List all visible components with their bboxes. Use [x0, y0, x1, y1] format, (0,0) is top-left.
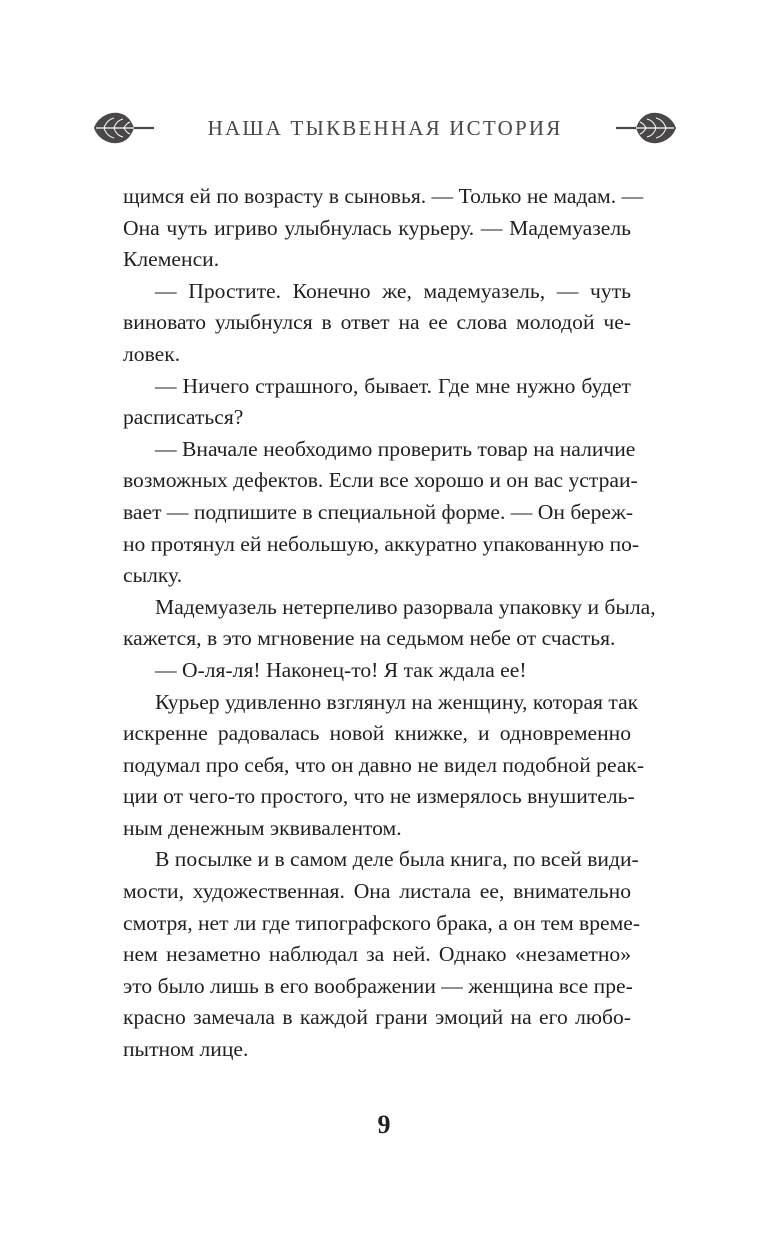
text-line: расписаться?	[123, 405, 244, 430]
body-text	[123, 181, 656, 1066]
text-line: смотря, нет ли где типографского брака, а он тем време-	[123, 910, 641, 935]
text-line: Курьер удивленно взглянул на женщину, которая так	[155, 689, 639, 714]
text-line: — Простите. Конечно же, мадемуазель, — чуть	[155, 278, 631, 303]
text-line: мости, художественная. Она листала ее, внимательно	[123, 879, 631, 904]
text-line: В посылке и в самом деле была книга, по всей види-	[155, 847, 639, 872]
text-line: — О-ля-ля! Наконец-то! Я так ждала ее!	[155, 657, 527, 682]
running-header	[88, 104, 682, 152]
text-line: Мадемуазель нетерпеливо разорвала упаковку и была,	[155, 594, 656, 619]
text-line: это было лишь в его воображении — женщина все пре-	[123, 973, 633, 998]
text-line: виновато улыбнулся в ответ на ее слова молодой че-	[123, 310, 631, 335]
text-line: ным денежным эквивалентом.	[123, 815, 402, 840]
text-line: возможных дефектов. Если все хорошо и он вас устраи-	[123, 468, 638, 493]
text-line: сылку.	[123, 563, 183, 588]
text-line: Клеменси.	[123, 247, 220, 272]
text-line: пытном лице.	[123, 1037, 249, 1062]
text-line: щимся ей по возрасту в сыновья. — Только не мадам. —	[123, 184, 644, 208]
text-line: подумал про себя, что он давно не видел подобной реак-	[123, 752, 645, 777]
leaf-ornament-icon	[610, 108, 682, 148]
text-line: но протянул ей небольшую, аккуратно упакованную по-	[123, 531, 640, 556]
text-line: — Вначале необходимо проверить товар на наличие	[155, 436, 636, 461]
text-line: ловек.	[123, 341, 181, 366]
text-line: нем незаметно наблюдал за ней. Однако «незаметно»	[123, 942, 631, 967]
text-line: Она чуть игриво улыбнулась курьеру. — Мадемуазель	[123, 215, 631, 240]
text-line: ции от чего-то простого, что не измерялось внушитель-	[123, 784, 635, 809]
text-line: красно замечала в каждой грани эмоций на его любо-	[123, 1005, 631, 1030]
running-title: НАША ТЫКВЕННАЯ ИСТОРИЯ	[207, 116, 563, 140]
text-line: — Ничего страшного, бывает. Где мне нужно будет	[155, 373, 631, 398]
text-line: вает — подпишите в специальной форме. — Он береж-	[123, 499, 634, 524]
text-line: искренне радовалась новой книжке, и одновременно	[123, 721, 631, 746]
text-line: кажется, в это мгновение на седьмом небе от счастья.	[123, 626, 616, 651]
page-number: 9	[377, 1110, 391, 1139]
